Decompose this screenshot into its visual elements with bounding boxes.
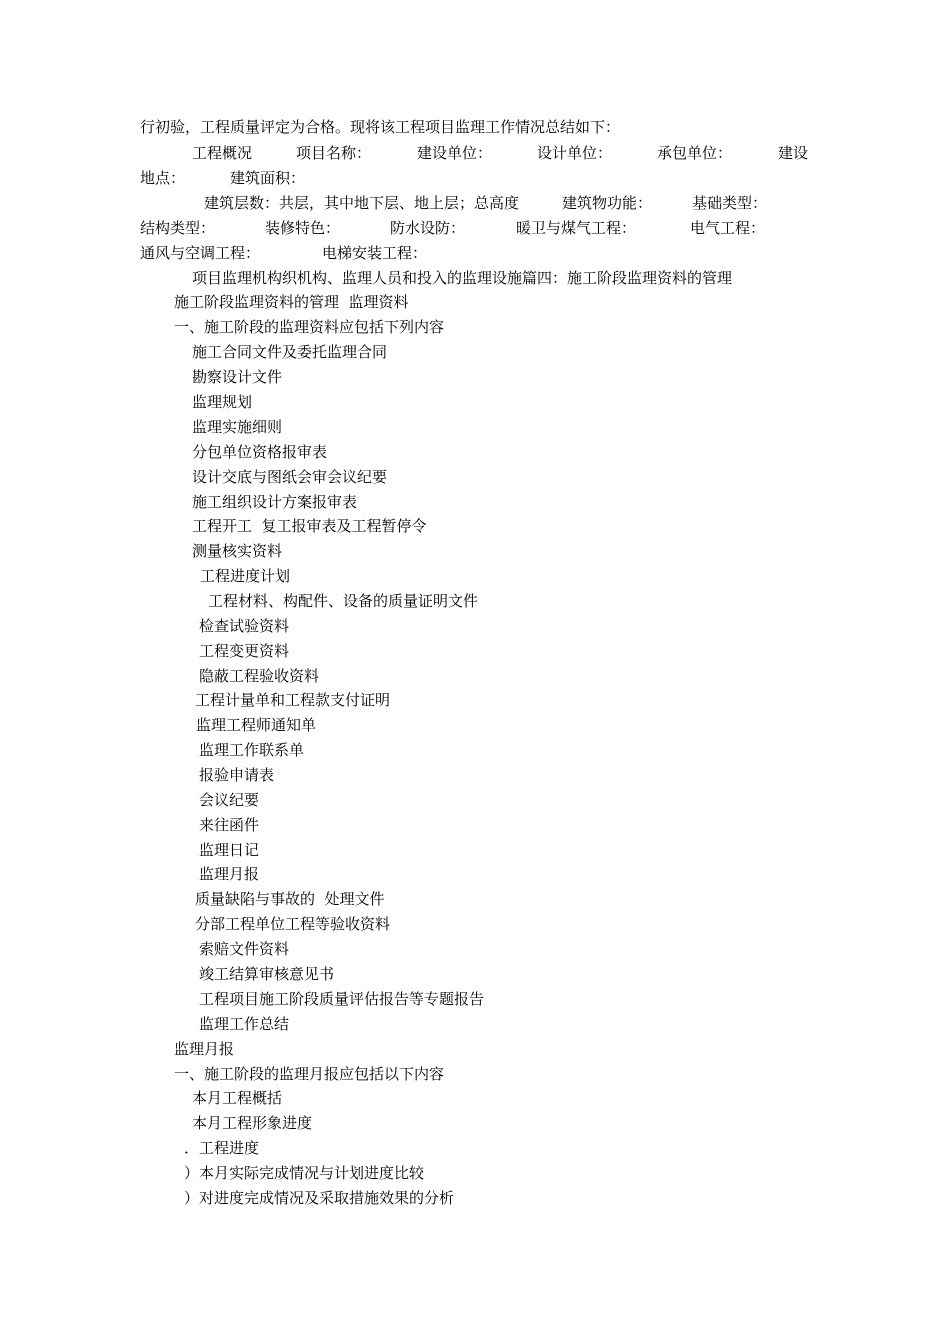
list-item: 设计交底与图纸会审会议纪要	[192, 468, 388, 486]
list-item: 分包单位资格报审表	[192, 443, 328, 461]
list-item: 工程变更资料	[199, 642, 290, 660]
field-hvac: 通风与空调工程：	[140, 244, 261, 262]
overview-fields-row-1	[0, 143, 950, 163]
field-building-function: 建筑物功能：	[562, 194, 653, 212]
list-item: 会议纪要	[199, 791, 260, 809]
list-item: 监理工作总结	[199, 1015, 290, 1033]
field-elevator: 电梯安装工程：	[322, 244, 428, 262]
field-electrical: 电气工程：	[690, 219, 766, 237]
list-item: 报验申请表	[199, 766, 275, 784]
list-item: 隐蔽工程验收资料	[199, 667, 320, 685]
list-item: 监理工作联系单	[199, 741, 305, 759]
field-construction-label: 建设	[778, 144, 809, 162]
list-item: 质量缺陷与事故的 处理文件	[195, 890, 385, 908]
list-item: 施工组织设计方案报审表	[192, 493, 358, 511]
list-item: 监理工程师通知单	[196, 716, 317, 734]
field-construction-unit: 建设单位：	[417, 144, 493, 162]
field-plumbing-gas: 暖卫与煤气工程：	[516, 219, 637, 237]
list-item: ．工程进度	[184, 1139, 260, 1157]
field-floor-area: 建筑面积：	[230, 169, 306, 187]
list-item: 勘察设计文件	[192, 368, 283, 386]
list-item: 工程项目施工阶段质量评估报告等专题报告	[199, 990, 485, 1008]
list-item: 本月工程形象进度	[192, 1114, 313, 1132]
field-structure-type: 结构类型：	[140, 219, 216, 237]
overview-fields-row-4	[0, 218, 950, 238]
list-item: 本月工程概括	[192, 1089, 283, 1107]
list-item: 测量核实资料	[192, 542, 283, 560]
list-item: 竣工结算审核意见书	[199, 965, 335, 983]
field-decoration: 装修特色：	[265, 219, 341, 237]
list-item: 工程材料、构配件、设备的质量证明文件	[208, 592, 479, 610]
list-item: 工程进度计划	[200, 567, 291, 585]
monthly-report-subheading: 一、施工阶段的监理月报应包括以下内容	[174, 1065, 445, 1083]
list-item: 检查试验资料	[199, 617, 290, 635]
list-item: ）本月实际完成情况与计划进度比较	[184, 1164, 425, 1182]
field-project-overview: 工程概况	[192, 144, 253, 162]
list-item: 监理日记	[199, 841, 260, 859]
overview-fields-row-5	[0, 243, 950, 263]
list-item: ）对进度完成情况及采取措施效果的分析	[184, 1189, 455, 1207]
section-subheading: 一、施工阶段的监理资料应包括下列内容	[174, 318, 445, 336]
list-item: 分部工程单位工程等验收资料	[195, 915, 391, 933]
section-transition-line: 项目监理机构织机构、监理人员和投入的监理设施篇四：施工阶段监理资料的管理	[192, 269, 733, 287]
field-building-floors: 建筑层数：共层，其中地下层、地上层；总高度	[204, 194, 520, 212]
field-contractor: 承包单位：	[657, 144, 733, 162]
list-item: 监理实施细则	[192, 418, 283, 436]
overview-fields-row-3	[0, 193, 950, 213]
list-item: 工程开工 复工报审表及工程暂停令	[192, 517, 427, 535]
list-item: 监理月报	[199, 865, 260, 883]
monthly-report-heading: 监理月报	[174, 1040, 235, 1058]
list-item: 索赔文件资料	[199, 940, 290, 958]
list-item: 施工合同文件及委托监理合同	[192, 343, 388, 361]
field-project-name: 项目名称：	[296, 144, 372, 162]
list-item: 监理规划	[192, 393, 253, 411]
list-item: 来往函件	[199, 816, 260, 834]
field-waterproofing: 防水设防：	[390, 219, 466, 237]
field-location: 地点：	[140, 169, 186, 187]
list-item: 工程计量单和工程款支付证明	[195, 691, 391, 709]
field-design-unit: 设计单位：	[537, 144, 613, 162]
field-foundation-type: 基础类型：	[692, 194, 768, 212]
section-heading: 施工阶段监理资料的管理 监理资料	[174, 293, 409, 311]
overview-fields-row-2	[0, 168, 950, 188]
intro-line: 行初验，工程质量评定为合格。现将该工程项目监理工作情况总结如下：	[140, 118, 621, 136]
